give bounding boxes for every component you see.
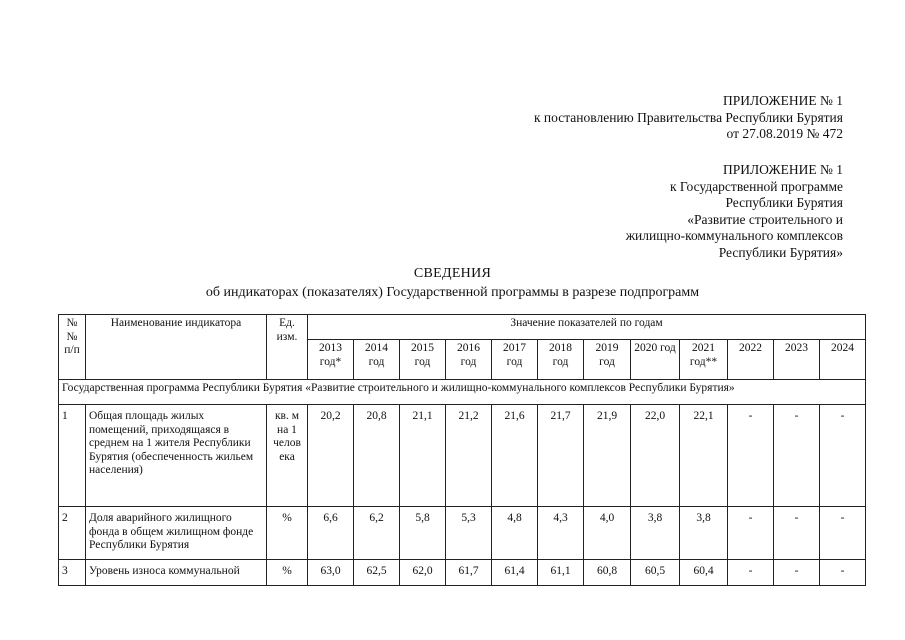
table-header-row (59, 315, 866, 340)
header-year: 2015 год (400, 340, 446, 380)
row-num: 3 (59, 560, 86, 586)
appendix-line: к постановлению Правительства Республики Бурятия (534, 109, 843, 125)
row-value: 4,3 (538, 507, 584, 560)
appendix-title: ПРИЛОЖЕНИЕ № 1 (722, 93, 843, 108)
header-year: 2019 год (584, 340, 631, 380)
row-value: 60,5 (631, 560, 680, 586)
row-value: - (820, 405, 866, 507)
row-value: 21,1 (400, 405, 446, 507)
row-name: Уровень износа коммунальной (86, 560, 267, 586)
row-value: - (820, 507, 866, 560)
row-value: 20,2 (308, 405, 354, 507)
row-value: 5,3 (446, 507, 492, 560)
header-values: Значение показателей по годам (308, 315, 866, 340)
row-value: 5,8 (400, 507, 446, 560)
row-value: 21,9 (584, 405, 631, 507)
row-value: 61,7 (446, 560, 492, 586)
header-year: 2014 год (354, 340, 400, 380)
row-unit: % (267, 560, 308, 586)
header-year: 2022 (728, 340, 774, 380)
header-year: 2018 год (538, 340, 584, 380)
row-value: - (774, 507, 820, 560)
appendix-line: к Государственной программе (669, 178, 843, 194)
row-value: - (728, 560, 774, 586)
row-value: 61,4 (492, 560, 538, 586)
row-num: 2 (59, 507, 86, 560)
header-year: 2023 (774, 340, 820, 380)
row-value: 62,5 (354, 560, 400, 586)
table-row (59, 560, 866, 586)
header-year: 2013 год* (308, 340, 354, 380)
header-num: № № п/п (59, 315, 86, 380)
row-value: - (774, 405, 820, 507)
row-value: 22,1 (680, 405, 728, 507)
header-unit: Ед. изм. (267, 315, 308, 380)
row-value: - (728, 405, 774, 507)
appendix-line: «Развитие строительного и (687, 211, 843, 227)
row-value: 6,6 (308, 507, 354, 560)
row-unit: % (267, 507, 308, 560)
row-value: 60,4 (680, 560, 728, 586)
row-name: Общая площадь жилых помещений, приходящаяся в среднем на 1 жителя Республики Бурятия (обеспеченность жильем населения) (86, 405, 267, 507)
header-year: 2021 год** (680, 340, 728, 380)
program-title: Государственная программа Республики Бурятия «Развитие строительного и жилищно-коммунального комплексов Республики Бурятия» (59, 380, 866, 405)
appendix-line: Республики Бурятия (725, 195, 843, 210)
appendix-line: от 27.08.2019 № 472 (726, 126, 843, 141)
row-value: - (820, 560, 866, 586)
document-subtitle: об индикаторах (показателях) Государственной программы в разрезе подпрограмм (205, 285, 700, 300)
row-value: - (774, 560, 820, 586)
document-title: СВЕДЕНИЯ (413, 266, 492, 281)
row-value: 6,2 (354, 507, 400, 560)
row-value: 21,6 (492, 405, 538, 507)
row-value: 62,0 (400, 560, 446, 586)
appendix-header-program (626, 162, 843, 261)
row-num: 1 (59, 405, 86, 507)
row-unit: кв. м на 1 челов ека (267, 405, 308, 507)
row-value: 21,7 (538, 405, 584, 507)
indicators-table (58, 314, 866, 586)
header-year: 2016 год (446, 340, 492, 380)
appendix-title: ПРИЛОЖЕНИЕ № 1 (722, 162, 843, 177)
table-row (59, 405, 866, 507)
row-value: 3,8 (680, 507, 728, 560)
row-value: 63,0 (308, 560, 354, 586)
row-value: 4,0 (584, 507, 631, 560)
table-row (59, 507, 866, 560)
appendix-header-resolution (534, 93, 843, 143)
header-name: Наименование индикатора (86, 315, 267, 380)
header-year: 2017 год (492, 340, 538, 380)
program-row (59, 380, 866, 405)
header-year: 2020 год (631, 340, 680, 380)
row-value: 3,8 (631, 507, 680, 560)
row-value: 60,8 (584, 560, 631, 586)
appendix-line: жилищно-коммунального комплексов (625, 228, 843, 243)
row-value: 20,8 (354, 405, 400, 507)
row-value: 4,8 (492, 507, 538, 560)
row-value: 21,2 (446, 405, 492, 507)
row-value: 22,0 (631, 405, 680, 507)
row-value: 61,1 (538, 560, 584, 586)
row-name: Доля аварийного жилищного фонда в общем жилищном фонде Республики Бурятия (86, 507, 267, 560)
row-value: - (728, 507, 774, 560)
header-year: 2024 (820, 340, 866, 380)
appendix-line: Республики Бурятия» (718, 244, 843, 260)
